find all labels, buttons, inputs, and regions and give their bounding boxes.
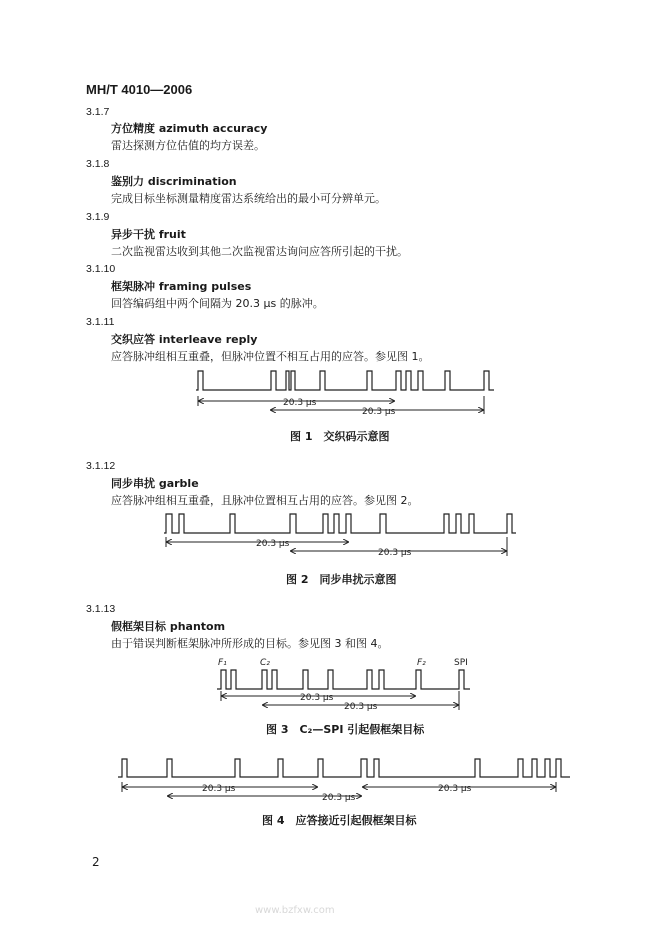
- figure-4-caption: 图 4 应答接近引起假框架目标: [262, 814, 417, 827]
- term-title: 鉴别力 discrimination: [111, 175, 237, 188]
- interval-label: 20.3 μs: [283, 398, 317, 408]
- interval-label: 20.3 μs: [256, 539, 290, 549]
- watermark: www.bzfxw.com: [255, 905, 335, 916]
- term-title: 交织应答 interleave reply: [111, 333, 258, 346]
- term-title: 同步串扰 garble: [111, 477, 199, 490]
- figure-2-pulse-train: [164, 514, 516, 533]
- term-definition: 二次监视雷达收到其他二次监视雷达询问应答所引起的干扰。: [111, 245, 408, 258]
- figure-3-pulse-train: [217, 670, 470, 689]
- pulse-label-c2: C₂: [260, 658, 270, 668]
- interval-label: 20.3 μs: [438, 784, 472, 794]
- document-header: MH/T 4010—2006: [86, 82, 193, 97]
- term-title: 方位精度 azimuth accuracy: [111, 122, 268, 135]
- pulse-label-f1: F₁: [218, 658, 227, 668]
- pulse-waveform: [217, 670, 470, 689]
- pulse-waveform: [196, 371, 494, 390]
- interval-label: 20.3 μs: [322, 793, 356, 803]
- interval-label: 20.3 μs: [378, 548, 412, 558]
- figure-1-caption: 图 1 交织码示意图: [290, 430, 390, 443]
- pulse-waveform: [118, 759, 570, 777]
- section-number: 3.1.13: [86, 603, 116, 615]
- section-number: 3.1.11: [86, 316, 115, 328]
- figure-3-caption: 图 3 C₂—SPI 引起假框架目标: [266, 723, 425, 736]
- section-number: 3.1.10: [86, 263, 116, 275]
- pulse-label-spi: SPI: [454, 658, 468, 668]
- interval-label: 20.3 μs: [202, 784, 236, 794]
- section-number: 3.1.12: [86, 460, 116, 472]
- term-title: 框架脉冲 framing pulses: [111, 280, 252, 293]
- term-title: 异步干扰 fruit: [111, 228, 186, 241]
- term-definition: 应答脉冲组相互重叠，且脉冲位置相互占用的应答。参见图 2。: [111, 494, 419, 507]
- interval-label: 20.3 μs: [362, 407, 396, 417]
- figure-4-pulse-train: [118, 759, 570, 777]
- term-definition: 回答编码组中两个间隔为 20.3 μs 的脉冲。: [111, 297, 324, 310]
- figure-2-caption: 图 2 同步串扰示意图: [286, 573, 397, 586]
- interval-label: 20.3 μs: [344, 702, 378, 712]
- section-number: 3.1.7: [86, 106, 110, 118]
- figure-1-pulse-train: [196, 371, 494, 390]
- section-number: 3.1.9: [86, 211, 110, 223]
- page-number: 2: [92, 855, 100, 869]
- term-definition: 应答脉冲组相互重叠，但脉冲位置不相互占用的应答。参见图 1。: [111, 350, 430, 363]
- term-title: 假框架目标 phantom: [111, 620, 226, 633]
- section-number: 3.1.8: [86, 158, 110, 170]
- term-definition: 由于错误判断框架脉冲所形成的目标。参见图 3 和图 4。: [111, 637, 389, 650]
- term-definition: 完成目标坐标测量精度雷达系统给出的最小可分辨单元。: [111, 192, 386, 205]
- pulse-waveform: [164, 514, 516, 533]
- interval-label: 20.3 μs: [300, 693, 334, 703]
- pulse-label-f2: F₂: [417, 658, 426, 668]
- term-definition: 雷达探测方位估值的均方误差。: [111, 139, 265, 152]
